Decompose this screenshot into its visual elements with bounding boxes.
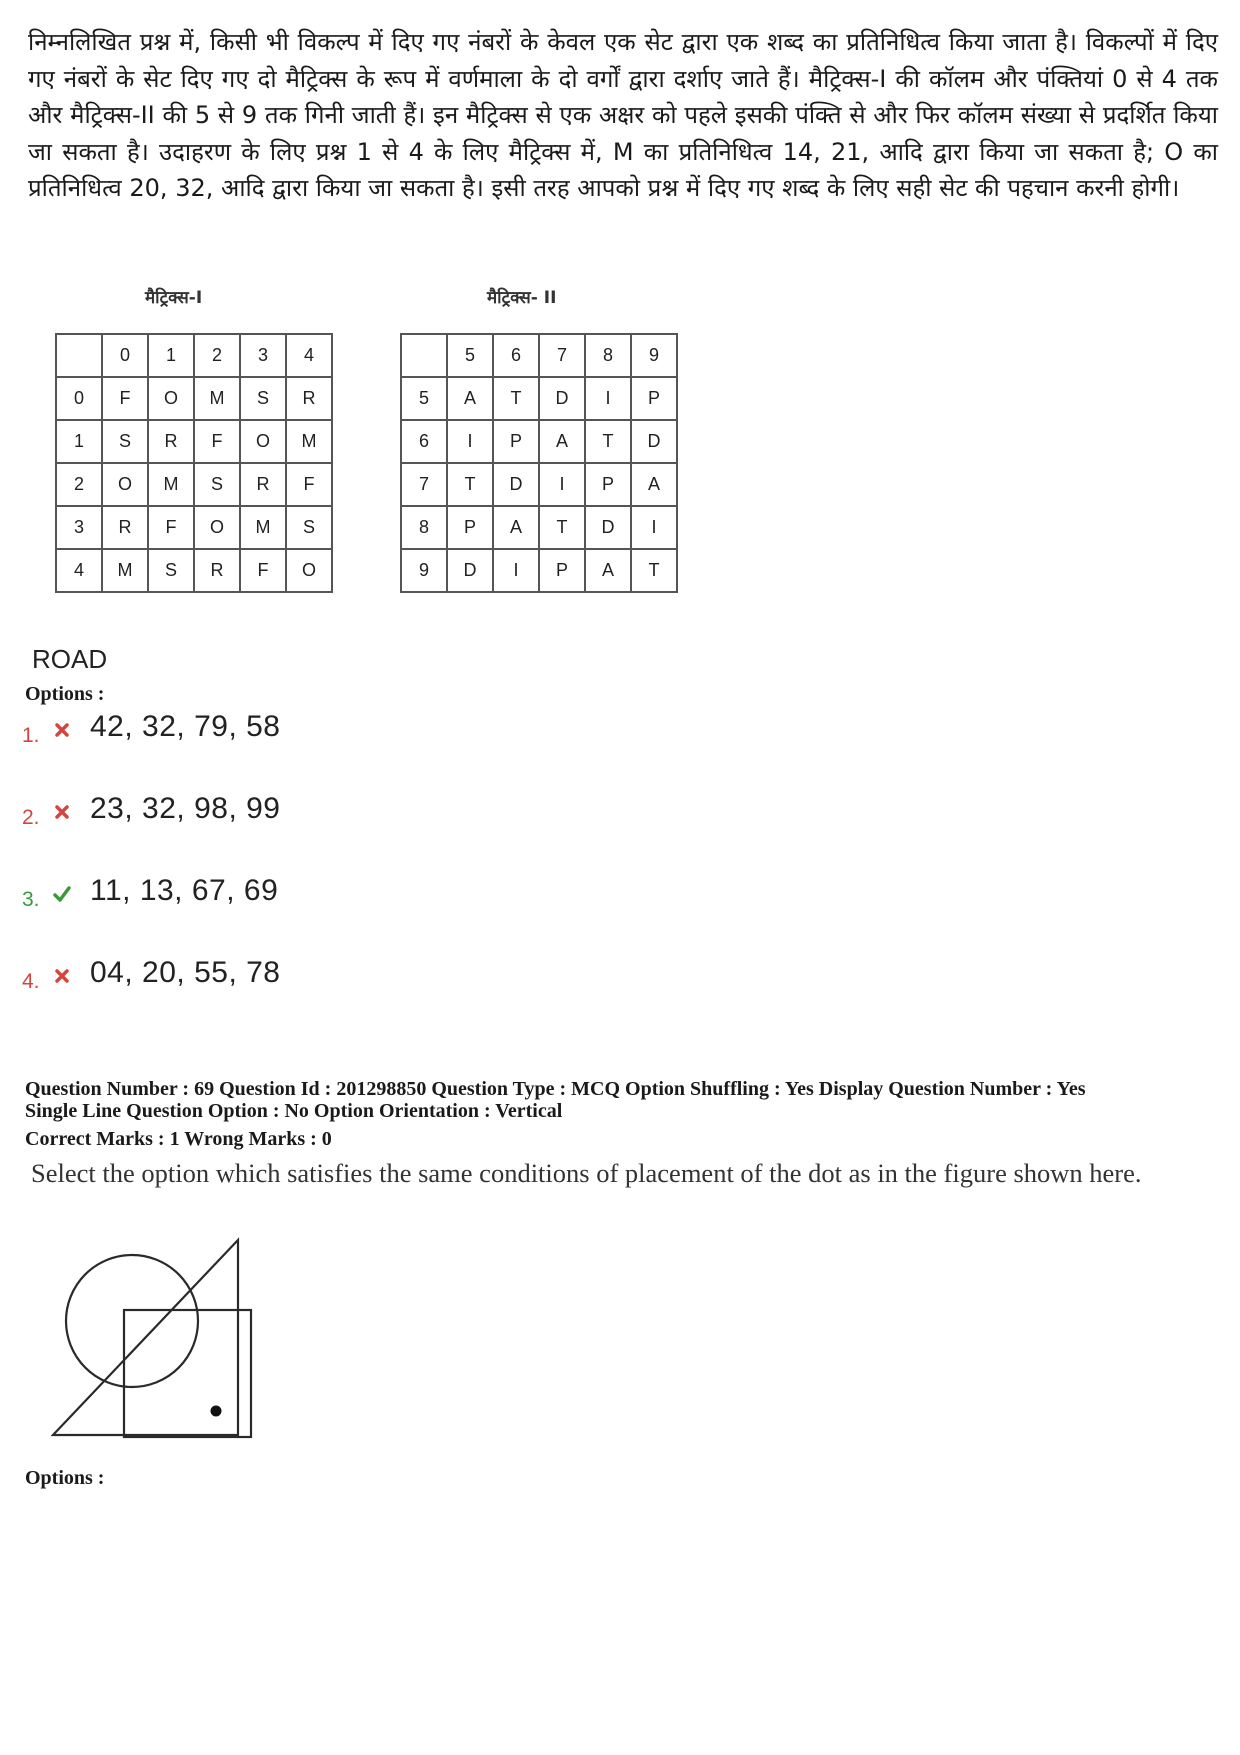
matrix-row bbox=[401, 377, 677, 420]
matrix-cell: T bbox=[539, 506, 585, 549]
matrix-row-header: 9 bbox=[401, 549, 447, 592]
matrix2-table bbox=[400, 333, 678, 593]
matrix-row bbox=[401, 463, 677, 506]
matrix-row bbox=[401, 506, 677, 549]
matrix-cell: D bbox=[447, 549, 493, 592]
question-text: Select the option which satisfies the same conditions of placement of the dot as in the figure shown here. bbox=[31, 1158, 1142, 1188]
matrix-cell: M bbox=[240, 506, 286, 549]
matrix-cell: S bbox=[240, 377, 286, 420]
option-number: 1. bbox=[22, 724, 40, 747]
matrix-header-row bbox=[56, 334, 332, 377]
option-number: 3. bbox=[22, 888, 40, 911]
matrix-cell: O bbox=[286, 549, 332, 592]
matrix-cell: I bbox=[585, 377, 631, 420]
matrix-column-header bbox=[401, 334, 447, 377]
matrix-cell: I bbox=[447, 420, 493, 463]
matrix-row-header: 3 bbox=[56, 506, 102, 549]
question-word: ROAD bbox=[32, 644, 108, 674]
matrix-cell: T bbox=[447, 463, 493, 506]
matrix-cell: A bbox=[447, 377, 493, 420]
figure-dot bbox=[211, 1406, 222, 1417]
matrix-column-header: 9 bbox=[631, 334, 677, 377]
matrix-row-header: 2 bbox=[56, 463, 102, 506]
matrix-row bbox=[56, 549, 332, 592]
option-number: 2. bbox=[22, 806, 40, 829]
matrix-row-header: 8 bbox=[401, 506, 447, 549]
matrix-cell: S bbox=[194, 463, 240, 506]
matrix-row-header: 1 bbox=[56, 420, 102, 463]
matrix-cell: R bbox=[102, 506, 148, 549]
option-number: 4. bbox=[22, 970, 40, 993]
matrix-column-header: 8 bbox=[585, 334, 631, 377]
matrix-header-row bbox=[401, 334, 677, 377]
matrix-column-header: 2 bbox=[194, 334, 240, 377]
matrix-column-header: 3 bbox=[240, 334, 286, 377]
matrix-row-header: 4 bbox=[56, 549, 102, 592]
matrix-cell: S bbox=[102, 420, 148, 463]
matrix-cell: O bbox=[148, 377, 194, 420]
question-meta-line1: Question Number : 69 Question Id : 201298850 Question Type : MCQ Option Shuffling : Yes Display Question Number : Yes bbox=[25, 1078, 1086, 1100]
matrix-column-header: 1 bbox=[148, 334, 194, 377]
matrix-cell: P bbox=[539, 549, 585, 592]
matrix-cell: P bbox=[585, 463, 631, 506]
matrix-row bbox=[56, 506, 332, 549]
matrix-cell: T bbox=[631, 549, 677, 592]
matrix-cell: F bbox=[240, 549, 286, 592]
matrix-column-header: 7 bbox=[539, 334, 585, 377]
matrix-column-header: 0 bbox=[102, 334, 148, 377]
matrix-cell: O bbox=[240, 420, 286, 463]
matrix-cell: I bbox=[493, 549, 539, 592]
matrix-cell: T bbox=[493, 377, 539, 420]
matrix-cell: A bbox=[539, 420, 585, 463]
matrix-cell: A bbox=[631, 463, 677, 506]
figure-triangle bbox=[53, 1240, 238, 1435]
matrix-cell: F bbox=[102, 377, 148, 420]
dot-placement-figure bbox=[40, 1235, 265, 1450]
matrix-cell: I bbox=[631, 506, 677, 549]
matrix-row bbox=[56, 463, 332, 506]
matrix-cell: F bbox=[194, 420, 240, 463]
cross-icon bbox=[52, 720, 72, 740]
matrix-cell: D bbox=[493, 463, 539, 506]
cross-icon bbox=[52, 966, 72, 986]
matrix-cell: F bbox=[148, 506, 194, 549]
matrix-cell: P bbox=[493, 420, 539, 463]
matrix1-table bbox=[55, 333, 333, 593]
options-label-next: Options : bbox=[25, 1467, 105, 1489]
matrix2-title: मैट्रिक्स- II bbox=[487, 288, 557, 308]
figure-circle bbox=[66, 1255, 198, 1387]
matrix-row bbox=[56, 377, 332, 420]
matrix-cell: R bbox=[240, 463, 286, 506]
figure-square bbox=[124, 1310, 251, 1437]
matrix-cell: S bbox=[148, 549, 194, 592]
matrix-cell: M bbox=[194, 377, 240, 420]
matrix-cell: P bbox=[447, 506, 493, 549]
matrix-cell: I bbox=[539, 463, 585, 506]
matrix-column-header bbox=[56, 334, 102, 377]
matrix-column-header: 5 bbox=[447, 334, 493, 377]
cross-icon bbox=[52, 802, 72, 822]
question-marks: Correct Marks : 1 Wrong Marks : 0 bbox=[25, 1128, 332, 1150]
question-meta-line2: Single Line Question Option : No Option Orientation : Vertical bbox=[25, 1100, 563, 1122]
matrix-row bbox=[401, 549, 677, 592]
matrix-cell: M bbox=[102, 549, 148, 592]
matrix-cell: M bbox=[286, 420, 332, 463]
matrix-row-header: 0 bbox=[56, 377, 102, 420]
matrix-cell: D bbox=[585, 506, 631, 549]
option-text: 23, 32, 98, 99 bbox=[90, 792, 281, 825]
matrix-column-header: 4 bbox=[286, 334, 332, 377]
matrix-cell: F bbox=[286, 463, 332, 506]
check-icon bbox=[52, 884, 72, 904]
matrix-cell: D bbox=[631, 420, 677, 463]
matrix-cell: O bbox=[102, 463, 148, 506]
matrix-cell: R bbox=[194, 549, 240, 592]
matrix-cell: R bbox=[286, 377, 332, 420]
option-text: 11, 13, 67, 69 bbox=[90, 874, 279, 907]
question-text-hindi: निम्नलिखित प्रश्न में, किसी भी विकल्प में दिए गए नंबरों के केवल एक सेट द्वारा एक शब्द का प्रतिनिधित्व किया जाता है। विकल्पों में दिए गए नंबरों के सेट दिए गए दो मैट्रिक्स के रूप में वर्णमाला के दो वर्गों द्वारा दर्शाए जाते हैं। मैट्रिक्स-I की कॉलम और पंक्तियां 0 से 4 तक और मैट्रिक्स-II की 5 से 9 तक गिनी जाती हैं। इन मैट्रिक्स से एक अक्षर को पहले इसकी पंक्ति से और फिर कॉलम संख्या से प्रदर्शित किया जा सकता है। उदाहरण के लिए प्रश्न 1 से 4 के लिए मैट्रिक्स में, M का प्रतिनिधित्व 14, 21, आदि द्वारा किया जा सकता है; O का प्रतिनिधित्व 20, 32, आदि द्वारा किया जा सकता है। इसी तरह आपको प्रश्न में दिए गए शब्द के लिए सही सेट की पहचान करनी होगी। bbox=[28, 28, 1218, 202]
matrix-cell: S bbox=[286, 506, 332, 549]
matrix-cell: P bbox=[631, 377, 677, 420]
matrix-cell: O bbox=[194, 506, 240, 549]
option-text: 42, 32, 79, 58 bbox=[90, 710, 281, 743]
matrix-cell: R bbox=[148, 420, 194, 463]
matrix-row-header: 7 bbox=[401, 463, 447, 506]
matrix-cell: A bbox=[585, 549, 631, 592]
matrix-row-header: 5 bbox=[401, 377, 447, 420]
matrix-cell: M bbox=[148, 463, 194, 506]
matrix-column-header: 6 bbox=[493, 334, 539, 377]
matrix-cell: D bbox=[539, 377, 585, 420]
matrix-cell: T bbox=[585, 420, 631, 463]
option-text: 04, 20, 55, 78 bbox=[90, 956, 281, 989]
matrix-cell: A bbox=[493, 506, 539, 549]
matrix1-title: मैट्रिक्स-I bbox=[145, 288, 203, 308]
matrix-row bbox=[56, 420, 332, 463]
options-label: Options : bbox=[25, 683, 105, 705]
matrix-row-header: 6 bbox=[401, 420, 447, 463]
matrix-row bbox=[401, 420, 677, 463]
